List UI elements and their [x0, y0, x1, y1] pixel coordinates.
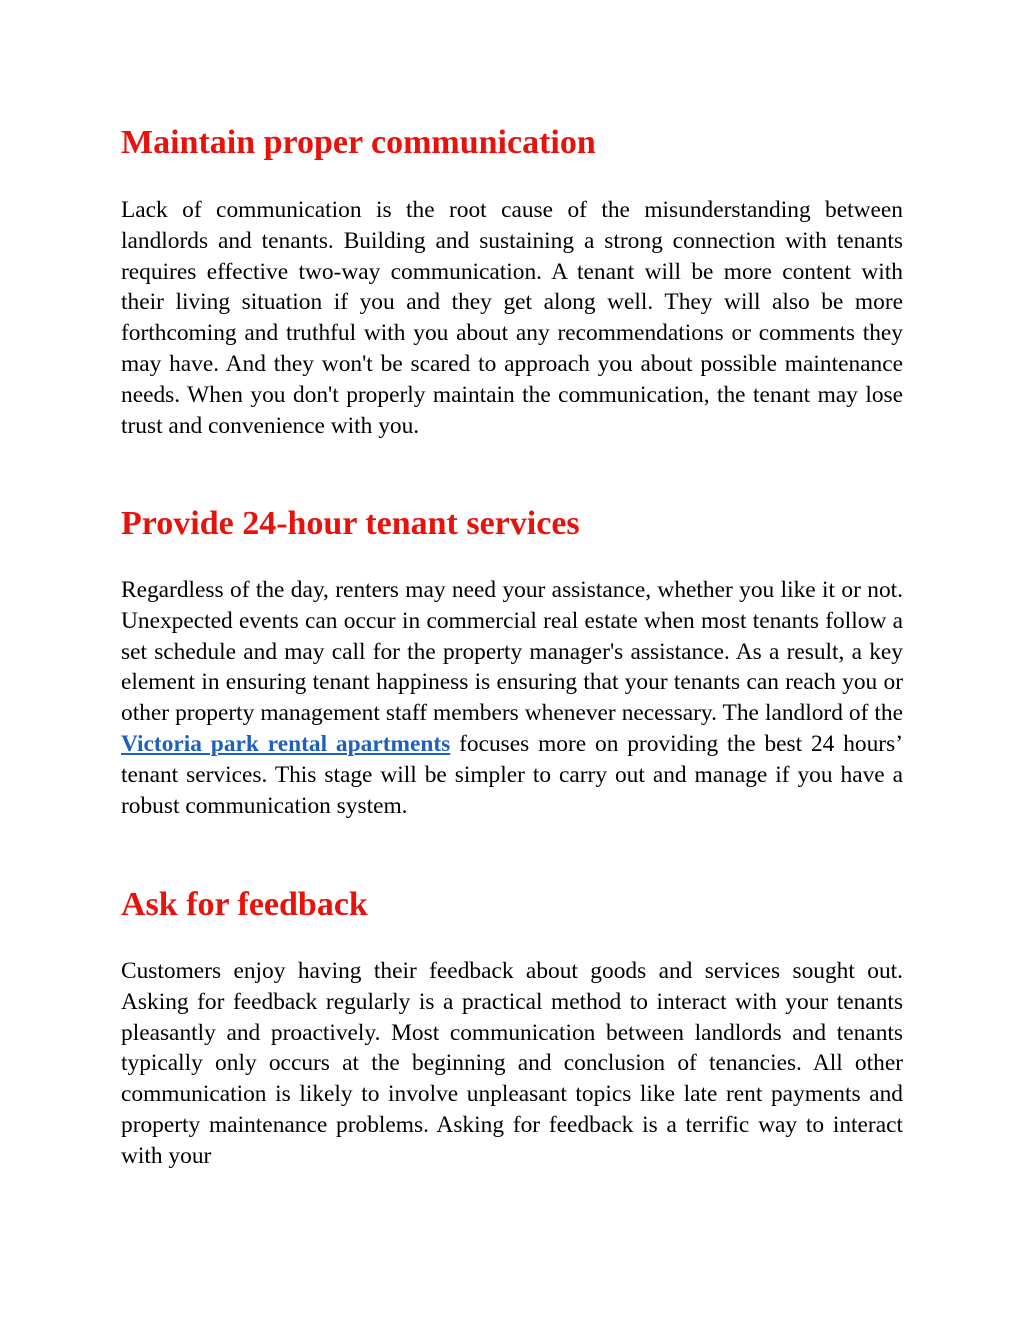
victoria-park-link[interactable]: Victoria park rental apartments	[121, 730, 451, 757]
paragraph-text-before-link: Regardless of the day, renters may need your assistance, whether you like it or not. Unexpected events can occur in commercial real estate when most tenants follow a set schedule and may call for the property manager's assistance. As a result, a key element in ensuring tenant happiness is ensuring that your tenants can reach you or other property management staff members whenever necessary. The landlord of the	[121, 577, 903, 727]
section-paragraph-communication: Lack of communication is the root cause of the misunderstanding between landlords and tenants. Building and sustaining a strong connection with tenants requires effective two-way communication. A tenant will be more content with their living situation if you and they get along well. They will also be more forthcoming and truthful with you about any recommendations or comments they may have. And they won't be scared to approach you about possible maintenance needs. When you don't properly maintain the communication, the tenant may lose trust and convenience with you.	[121, 197, 903, 439]
section-heading-communication: Maintain proper communication	[121, 124, 596, 161]
section-heading-24-hour-services: Provide 24-hour tenant services	[121, 505, 580, 542]
section-paragraph-24-hour-services	[121, 575, 903, 821]
section-heading-feedback: Ask for feedback	[121, 886, 368, 923]
section-paragraph-feedback: Customers enjoy having their feedback about goods and services sought out. Asking for feedback regularly is a practical method to interact with your tenants pleasantly and proactively. Most communication between landlords and tenants typically only occurs at the beginning and conclusion of tenancies. All other communication is likely to involve unpleasant topics like late rent payments and property maintenance problems. Asking for feedback is a terrific way to interact with your	[121, 958, 903, 1169]
paragraph-text-after-link: focuses more on providing the best 24 hours’ tenant services. This stage will be simpler to carry out and manage if you have a robust communication system.	[121, 730, 903, 819]
